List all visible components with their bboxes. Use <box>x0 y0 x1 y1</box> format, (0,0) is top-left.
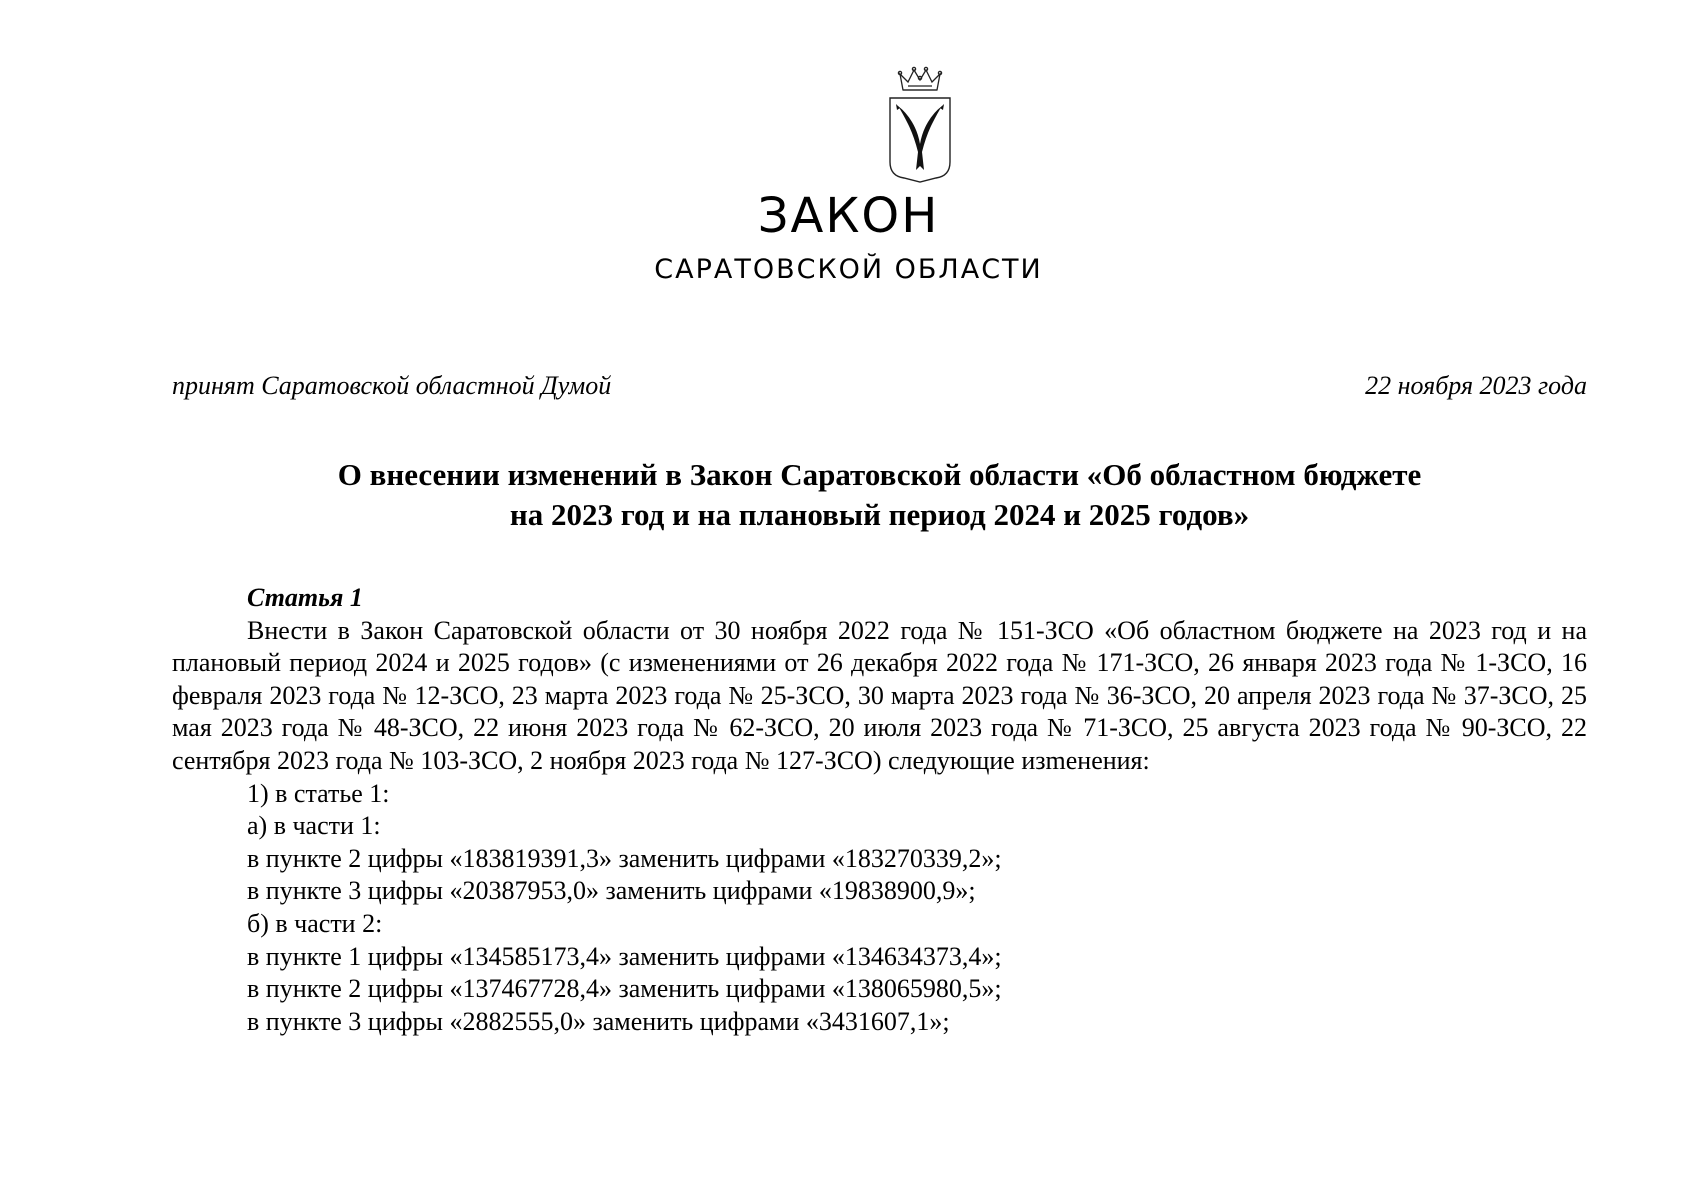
article-label: Статья 1 <box>247 583 363 612</box>
heading-line-1: О внесении изменений в Закон Саратовской области «Об областном бюджете <box>337 457 1422 492</box>
list-item: в пункте 3 цифры «2882555,0» заменить цифрами «3431607,1»; <box>247 1006 950 1036</box>
list-item: в пункте 2 цифры «137467728,4» заменить цифрами «138065980,5»; <box>247 974 1002 1004</box>
law-subtitle: САРАТОВСКОЙ ОБЛАСТИ <box>654 254 1043 285</box>
adopted-by: принят Саратовской областной Думой <box>172 371 612 400</box>
adoption-line <box>172 371 1587 401</box>
list-item: 1) в статье 1: <box>247 778 390 808</box>
heading-line-2: на 2023 год и на плановый период 2024 и 2025 годов» <box>509 497 1250 532</box>
saratov-coat-of-arms-icon <box>870 66 970 186</box>
article-intro: Внести в Закон Саратовской области от 30 ноября 2022 года № 151-ЗСО «Об областном бюджете на 2023 год и на плановый период 2024 и 2025 годов» (с изменениями от 26 декабря 2022 года № 171-ЗСО, 26 января 2023 года № 1-ЗСО, 16 февраля 2023 года № 12-ЗСО, 23 марта 2023 года № 25-ЗСО, 30 марта 2023 года № 36-ЗСО, 20 апреля 2023 года № 37-ЗСО, 25 мая 2023 года № 48-ЗСО, 22 июня 2023 года № 62-ЗСО, 20 июля 2023 года № 71-ЗСО, 25 августа 2023 года № 90-ЗСО, 22 сентября 2023 года № 103-ЗСО, 2 ноября 2023 года № 127-ЗСО) следующие изmенения: <box>172 615 1587 775</box>
document-heading <box>172 455 1587 535</box>
list-item: в пункте 1 цифры «134585173,4» заменить цифрами «134634373,4»; <box>247 941 1002 971</box>
list-item: а) в части 1: <box>247 811 381 841</box>
list-item: в пункте 2 цифры «183819391,3» заменить цифрами «183270339,2»; <box>247 843 1002 873</box>
article-body <box>172 582 1587 1038</box>
adoption-date: 22 ноября 2023 года <box>1365 371 1587 400</box>
list-item: б) в части 2: <box>247 908 383 938</box>
law-title: ЗАКОН <box>757 188 940 244</box>
list-item: в пункте 3 цифры «20387953,0» заменить цифрами «19838900,9»; <box>247 876 976 906</box>
